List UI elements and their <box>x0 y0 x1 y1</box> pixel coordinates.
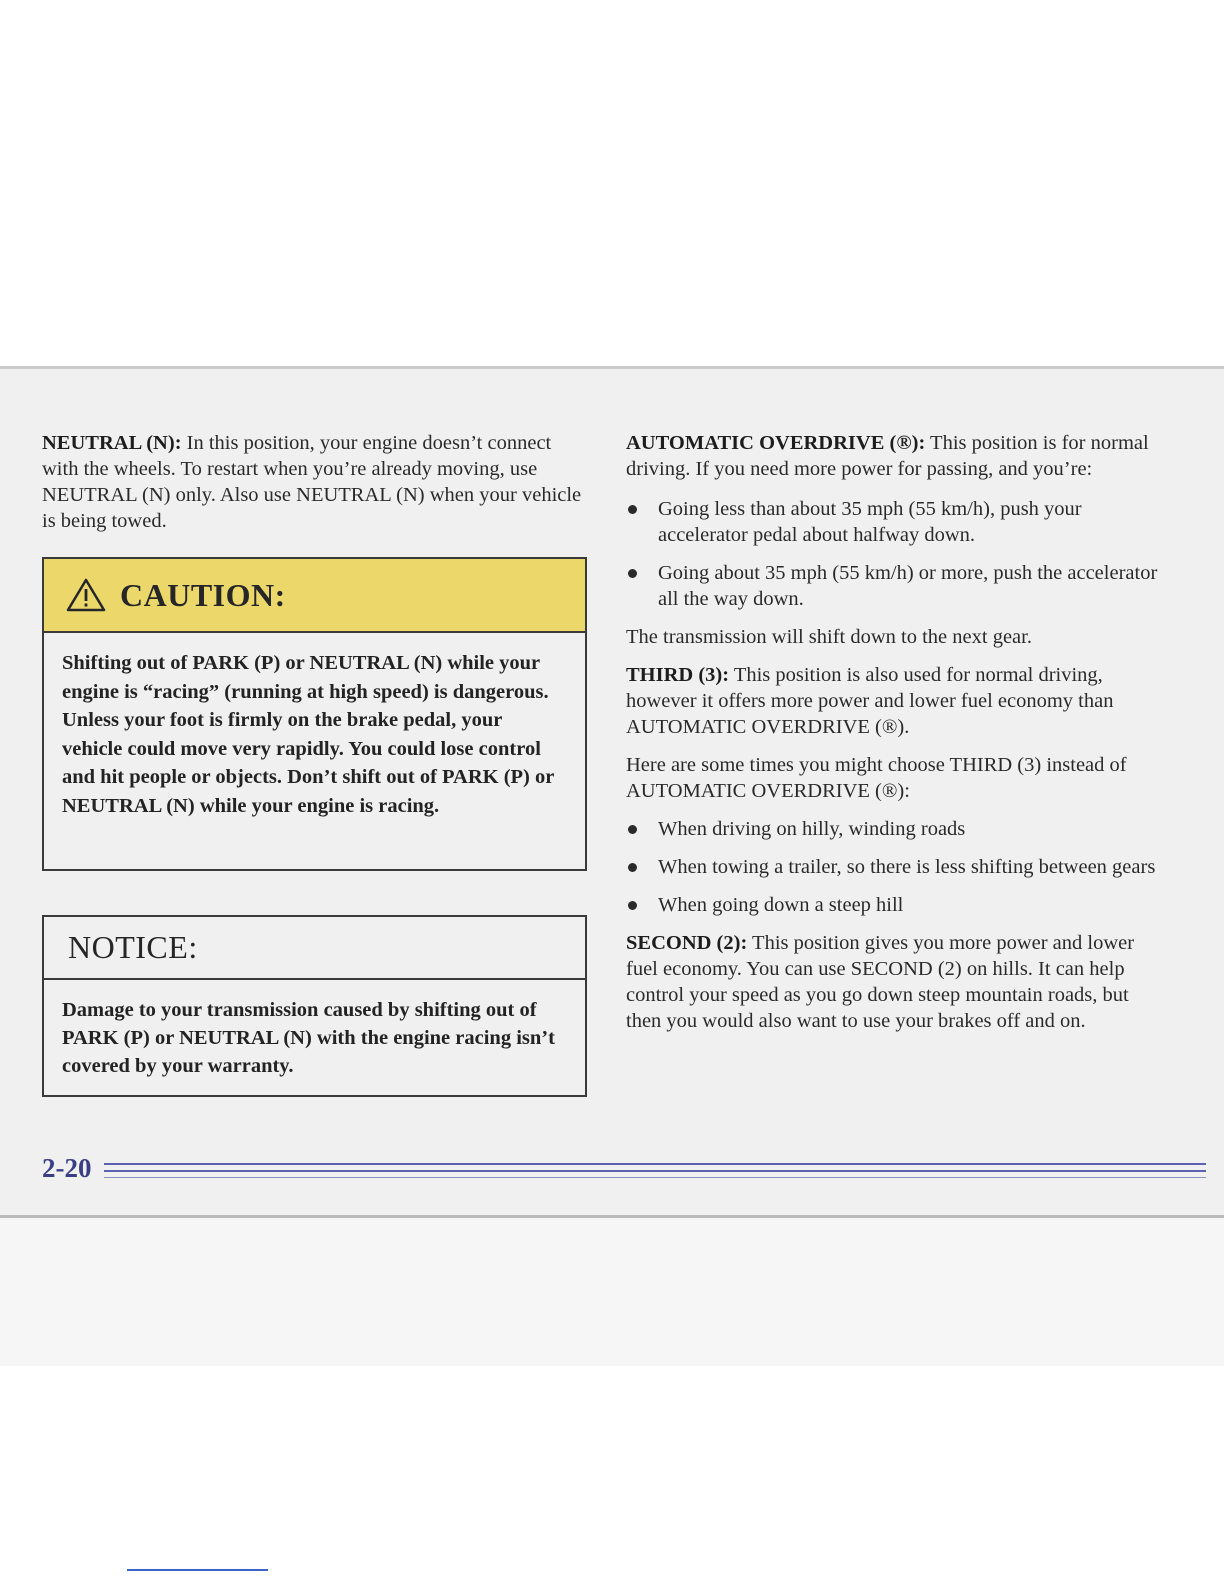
left-column <box>42 430 587 550</box>
page-margin-band <box>0 1218 1224 1366</box>
notice-box <box>42 915 587 1097</box>
third-intro: Here are some times you might choose THIRD (3) instead of AUTOMATIC OVERDRIVE (®): <box>626 754 1127 802</box>
notice-header <box>44 917 585 980</box>
neutral-text: In this position, your engine doesn’t connect with the wheels. To restart when you’re already moving, use NEUTRAL (N) only. Also use NEUTRAL (N) when your vehicle is being towed. <box>42 432 582 532</box>
caution-title: CAUTION: <box>120 576 286 613</box>
footer-rule <box>104 1170 1206 1172</box>
notice-title: NOTICE: <box>68 929 198 965</box>
overdrive-bullet-list <box>626 496 1166 612</box>
footer-rule <box>104 1177 1206 1178</box>
list-item: When driving on hilly, winding roads <box>626 816 1166 842</box>
list-item: When going down a steep hill <box>626 892 1166 918</box>
third-text: This position is also used for normal driving, however it offers more power and lower fuel economy than AUTOMATIC OVERDRIVE (®). <box>626 664 1114 738</box>
neutral-term: NEUTRAL (N): <box>42 432 182 454</box>
second-text: This position gives you more power and lower fuel economy. You can use SECOND (2) on hills. It can help control your speed as you go down steep mountain roads, but then you would also want to use your brakes off and on. <box>626 932 1135 1032</box>
page-number: 2-20 <box>42 1153 92 1183</box>
right-column <box>626 430 1166 1034</box>
list-item: When towing a trailer, so there is less shifting between gears <box>626 854 1166 880</box>
page-footer <box>42 1153 1166 1193</box>
third-term: THIRD (3): <box>626 664 730 686</box>
downshift-note: The transmission will shift down to the next gear. <box>626 626 1032 648</box>
overdrive-term: AUTOMATIC OVERDRIVE (®): <box>626 432 926 454</box>
bottom-link-underline <box>127 1569 268 1571</box>
caution-box <box>42 557 587 871</box>
neutral-paragraph <box>42 430 587 534</box>
overdrive-text: This position is for normal driving. If you need more power for passing, and you’re: <box>626 432 1149 480</box>
caution-body: Shifting out of PARK (P) or NEUTRAL (N) while your engine is “racing” (running at high speed) is dangerous. Unless your foot is firmly on the brake pedal, your vehicle could move very rapidly. You could lose control and hit people or objects. Don’t shift out of PARK (P) or NEUTRAL (N) while your engine is racing. <box>62 652 554 817</box>
third-bullet-list <box>626 816 1166 918</box>
second-paragraph <box>626 930 1166 1034</box>
list-item: Going about 35 mph (55 km/h) or more, push the accelerator all the way down. <box>626 560 1166 612</box>
footer-rule <box>104 1163 1206 1165</box>
overdrive-paragraph <box>626 430 1166 482</box>
notice-body: Damage to your transmission caused by shifting out of PARK (P) or NEUTRAL (N) with the engine racing isn’t covered by your warranty. <box>62 999 555 1077</box>
third-paragraph <box>626 662 1166 740</box>
list-item: Going less than about 35 mph (55 km/h), push your accelerator pedal about halfway down. <box>626 496 1166 548</box>
second-term: SECOND (2): <box>626 932 748 954</box>
caution-header <box>44 559 585 633</box>
warning-triangle-icon <box>66 578 106 612</box>
